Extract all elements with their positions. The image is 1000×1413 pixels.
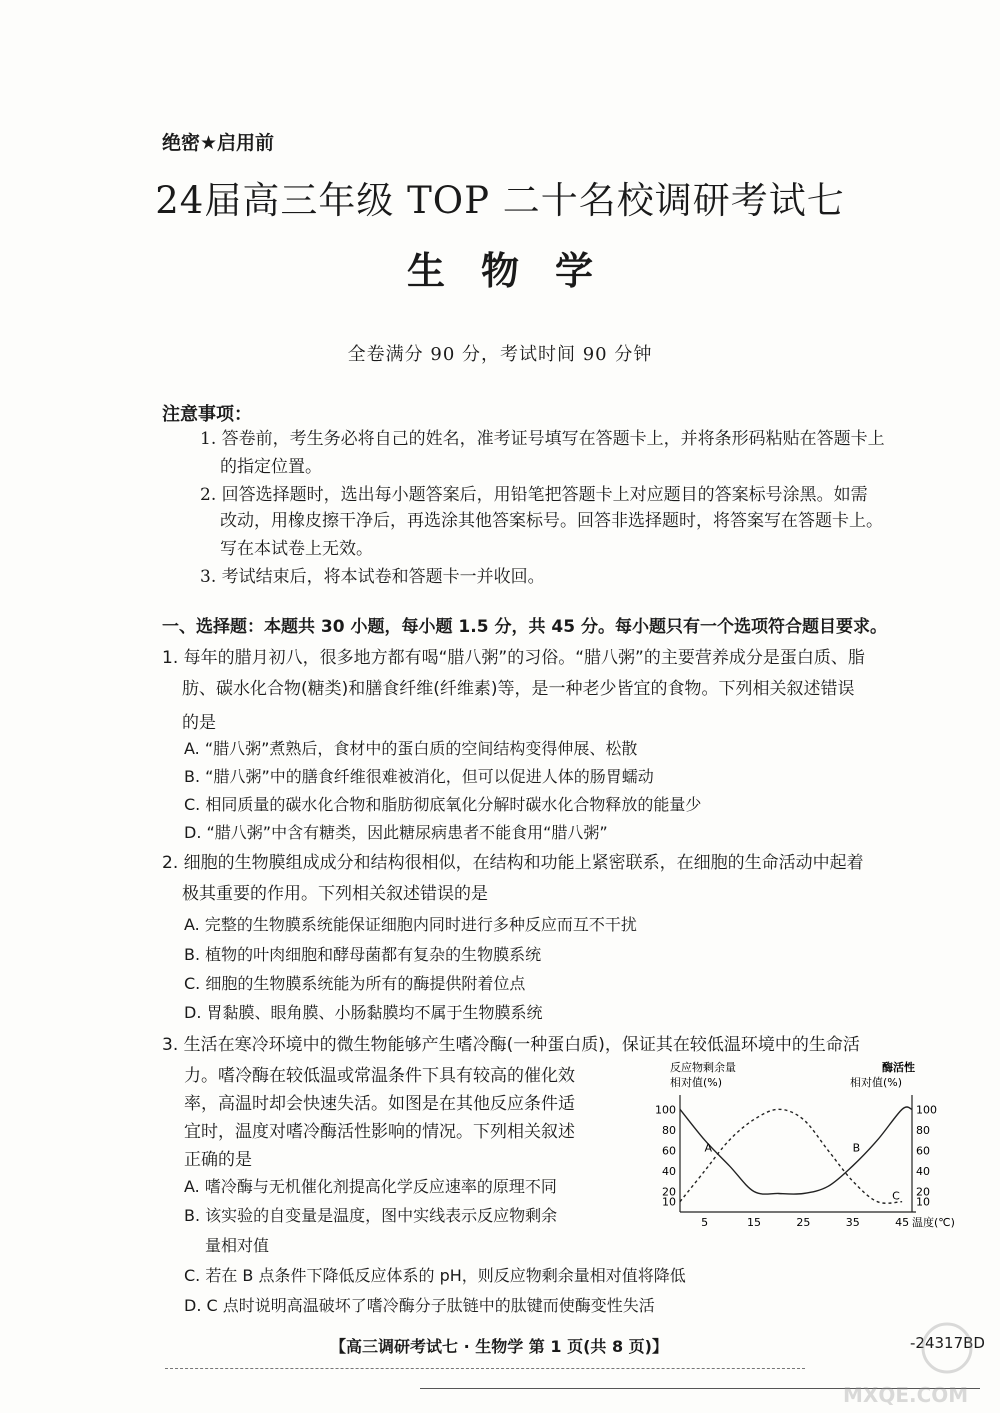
enzyme-temperature-chart bbox=[650, 1055, 975, 1235]
left-axis-title-2: 相对值(%) bbox=[670, 1076, 723, 1089]
x-tick-label: 5 bbox=[701, 1216, 709, 1229]
q3-stem-line: 正确的是 bbox=[184, 1150, 252, 1170]
q3-stem-line: 宜时，温度对嗜冷酶活性影响的情况。下列相关叙述 bbox=[184, 1122, 575, 1142]
q3-stem-line: 3. 生活在寒冷环境中的微生物能够产生嗜冷酶(一种蛋白质)，保证其在较低温环境中的生命活 bbox=[162, 1035, 860, 1055]
page-footer: 【高三调研考试七 · 生物学 第 1 页(共 8 页)】 bbox=[330, 1337, 668, 1356]
left-tick-label: 40 bbox=[662, 1164, 676, 1178]
left-tick-label: 100 bbox=[655, 1103, 676, 1117]
q2-option-c: C. 细胞的生物膜系统能为所有的酶提供附着位点 bbox=[184, 974, 526, 993]
notice-line: 改动，用橡皮擦干净后，再选涂其他答案标号。回答非选择题时，将答案写在答题卡上。 bbox=[220, 511, 883, 531]
q2-option-d: D. 胃黏膜、眼角膜、小肠黏膜均不属于生物膜系统 bbox=[184, 1003, 543, 1022]
left-tick-label: 60 bbox=[662, 1144, 676, 1158]
q3-option-a: A. 嗜冷酶与无机催化剂提高化学反应速率的原理不同 bbox=[184, 1177, 557, 1196]
q3-option-b-cont: 量相对值 bbox=[205, 1236, 270, 1255]
q1-stem-line: 肪、碳水化合物(糖类)和膳食纤维(纤维素)等，是一种老少皆宜的食物。下列相关叙述错误 bbox=[182, 679, 855, 699]
x-tick-label: 45 bbox=[895, 1216, 910, 1229]
q3-stem-line: 力。嗜冷酶在较低温或常温条件下具有较高的催化效 bbox=[184, 1066, 575, 1086]
q1-stem-line: 的是 bbox=[182, 713, 216, 733]
q1-option-a: A. “腊八粥”煮熟后，食材中的蛋白质的空间结构变得伸展、松散 bbox=[184, 739, 638, 758]
q2-stem-line: 极其重要的作用。下列相关叙述错误的是 bbox=[182, 884, 488, 904]
notice-line: 2. 回答选择题时，选出每小题答案后，用铅笔把答题卡上对应题目的答案标号涂黑。如需 bbox=[200, 485, 868, 505]
right-axis-title-2: 相对值(%) bbox=[850, 1076, 903, 1089]
q1-stem-line: 1. 每年的腊月初八，很多地方都有喝“腊八粥”的习俗。“腊八粥”的主要营养成分是蛋白质、脂 bbox=[162, 648, 865, 668]
x-tick-label: 25 bbox=[796, 1216, 811, 1229]
q1-option-d: D. “腊八粥”中含有糖类，因此糖尿病患者不能食用“腊八粥” bbox=[184, 823, 608, 842]
exam-code: -24317BD bbox=[910, 1334, 985, 1352]
q3-stem-line: 率，高温时却会快速失活。如图是在其他反应条件适 bbox=[184, 1094, 575, 1114]
q3-option-c: C. 若在 B 点条件下降低反应体系的 pH，则反应物剩余量相对值将降低 bbox=[184, 1266, 686, 1285]
right-tick-label: 10 bbox=[916, 1195, 930, 1209]
section-heading: 一、选择题：本题共 30 小题，每小题 1.5 分，共 45 分。每小题只有一个选项符合题目要求。 bbox=[162, 617, 887, 637]
q1-option-c: C. 相同质量的碳水化合物和脂肪彻底氧化分解时碳水化合物释放的能量少 bbox=[184, 795, 702, 814]
point-label-a: A bbox=[704, 1141, 713, 1155]
right-tick-label: 40 bbox=[916, 1164, 930, 1178]
series-enzyme-activity-line bbox=[680, 1109, 902, 1203]
exam-title: 24届高三年级 TOP 二十名校调研考试七 bbox=[155, 179, 845, 222]
x-tick-label: 35 bbox=[845, 1216, 860, 1229]
right-tick-label: 80 bbox=[916, 1123, 930, 1137]
notice-heading: 注意事项： bbox=[162, 404, 252, 425]
left-tick-label: 10 bbox=[662, 1195, 676, 1209]
notice-line: 写在本试卷上无效。 bbox=[220, 539, 373, 559]
footer-rule bbox=[165, 1368, 805, 1369]
left-axis-title-1: 反应物剩余量 bbox=[670, 1061, 736, 1074]
left-tick-label: 80 bbox=[662, 1123, 676, 1137]
point-label-b: B bbox=[852, 1141, 861, 1155]
q2-stem-line: 2. 细胞的生物膜组成成分和结构很相似，在结构和功能上紧密联系，在细胞的生命活动中起着 bbox=[162, 853, 864, 873]
q3-option-d: D. C 点时说明高温破坏了嗜冷酶分子肽链中的肽键而使酶变性失活 bbox=[184, 1296, 655, 1315]
right-axis-title-1: 酶活性 bbox=[882, 1061, 915, 1074]
right-tick-label: 100 bbox=[916, 1103, 937, 1117]
point-label-c: C bbox=[892, 1189, 900, 1203]
notice-line: 1. 答卷前，考生务必将自己的姓名，准考证号填写在答题卡上，并将条形码粘贴在答题卡上 bbox=[200, 429, 885, 449]
q3-option-b: B. 该实验的自变量是温度，图中实线表示反应物剩余 bbox=[184, 1206, 558, 1225]
q1-option-b: B. “腊八粥”中的膳食纤维很难被消化，但可以促进人体的肠胃蠕动 bbox=[184, 767, 654, 786]
series-substrate-remaining-line bbox=[680, 1107, 912, 1194]
score-time-info: 全卷满分 90 分，考试时间 90 分钟 bbox=[347, 344, 653, 365]
notice-line: 的指定位置。 bbox=[220, 457, 322, 477]
q2-option-a: A. 完整的生物膜系统能保证细胞内同时进行多种反应而互不干扰 bbox=[184, 915, 637, 934]
watermark-text: MXQE.COM bbox=[843, 1383, 969, 1407]
q2-option-b: B. 植物的叶肉细胞和酵母菌都有复杂的生物膜系统 bbox=[184, 945, 542, 964]
right-tick-label: 60 bbox=[916, 1144, 930, 1158]
x-axis-title: 温度(℃) bbox=[912, 1216, 955, 1229]
x-tick-label: 15 bbox=[747, 1216, 762, 1229]
watermark-logo bbox=[835, 1318, 985, 1408]
left-tick-label: 20 bbox=[662, 1185, 676, 1199]
confidential-label: 绝密★启用前 bbox=[162, 132, 275, 154]
right-tick-label: 20 bbox=[916, 1185, 930, 1199]
notice-line: 3. 考试结束后，将本试卷和答题卡一并收回。 bbox=[200, 567, 545, 587]
subject-title: 生物学 bbox=[406, 249, 629, 293]
